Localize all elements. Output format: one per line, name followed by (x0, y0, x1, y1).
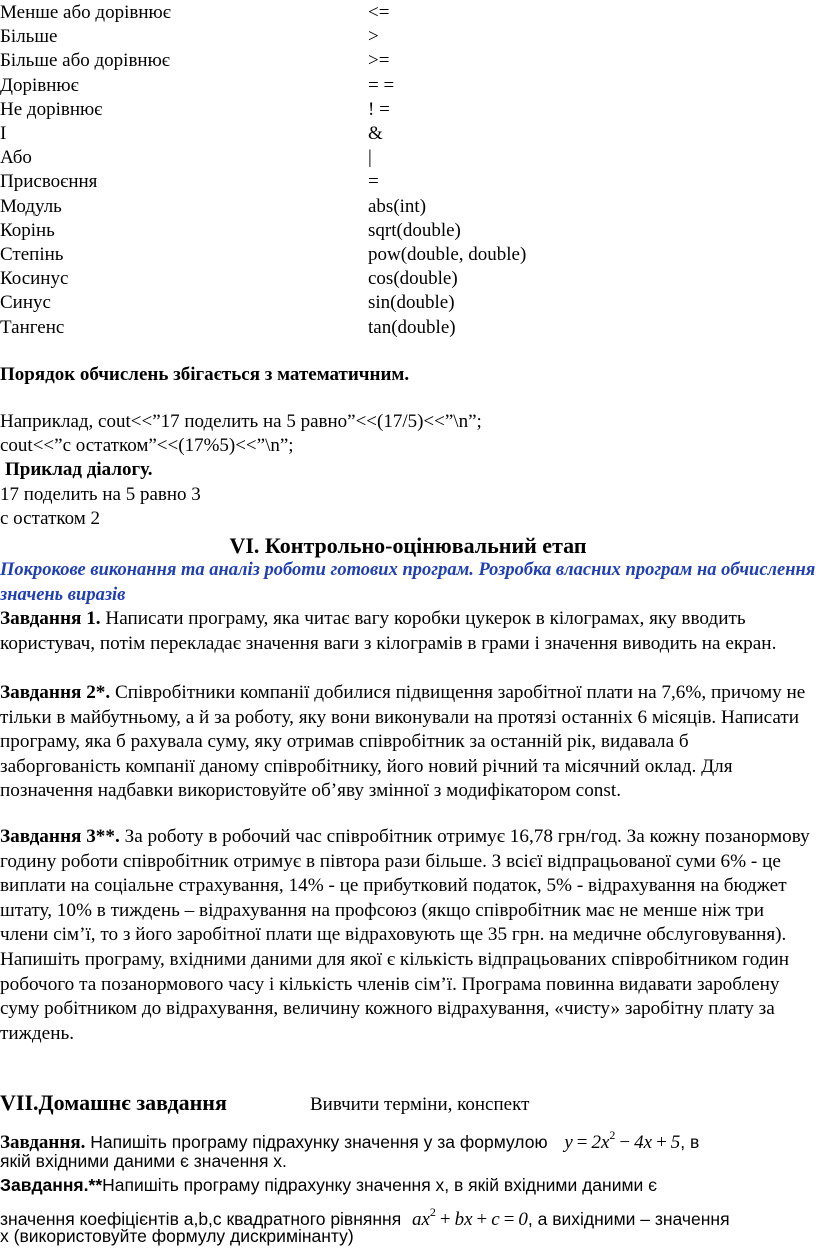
operator-value: cos(double) (368, 268, 458, 290)
operator-name: Не дорівнює (0, 98, 103, 120)
operator-value: | (368, 147, 372, 169)
operator-value: = (368, 171, 379, 193)
dialog-output-2: с остатком 2 (0, 508, 101, 529)
task-1-label: Завдання 1. (0, 608, 101, 629)
dialog-label: Приклад діалогу. (5, 459, 153, 480)
task-2 (0, 681, 814, 804)
task-2-label: Завдання 2*. (0, 682, 111, 703)
homework-task-2-line-1 (0, 1172, 657, 1199)
operator-name: Менше або дорівнює (0, 2, 171, 23)
operator-value: abs(int) (368, 195, 427, 217)
operator-value: <= (368, 2, 390, 23)
operator-name: Більше (0, 26, 58, 48)
homework-task-1-line-2: якій вхідними даними є значення х. (0, 1151, 287, 1171)
operator-name: І (0, 123, 7, 144)
operator-name: Тангенс (0, 316, 65, 338)
operator-name: Присвоєння (0, 171, 98, 193)
operator-name: Косинус (0, 268, 69, 290)
task-3-text: За роботу в робочий час співробітник отримує 16,78 грн/год. За кожну позанормову годину роботи співробітник отримує в півтора рази більше. З всієї відпрацьованої суми 6% - це виплати на соціальне страхування, 14% - це прибутковий податок, 5% - відрахування на бюджет штату, 10% в тиждень – відрахування на профсоюз (якщо співробітник має не менше ніж три члени сім’ї, то з його заробітної плати ще відраховують ще 35 грн. на медичне обслуговування). Напишіть програму, вхідними даними для якої є кількість відпрацьованих співробітником годин робочого та позанормового часу і кількість членів сім’ї. Програма повинна видавати зароблену суму робітником до відрахування, величину кожного відрахування, «чисту» заробітну плату за тиждень. (0, 826, 810, 1044)
homework-task-1-label: Завдання. (0, 1132, 86, 1153)
operator-value: ! = (368, 98, 390, 120)
order-note: Порядок обчислень збігається з математичним. (0, 364, 410, 385)
section-7-header (0, 1089, 530, 1117)
operator-name: Синус (0, 292, 51, 314)
section-6-title: VІ. Контрольно-оцінювальний етап (229, 533, 587, 558)
homework-task-2-tail: , а вихідними – значення (527, 1209, 730, 1229)
operator-name: Або (0, 147, 32, 169)
task-3 (0, 825, 814, 1046)
operator-name: Більше або дорівнює (0, 50, 170, 72)
operator-name: Дорівнює (0, 74, 79, 96)
section-7-title: VІІ.Домашнє завдання (0, 1090, 227, 1115)
task-1-text: Написати програму, яка читає вагу коробки цукерок в кілограмах, яку вводить користувач, потім перекладає значення ваги з кілограмів в грами і значення виводить на екран. (0, 608, 777, 654)
homework-task-2-label: Завдання.** (0, 1175, 103, 1195)
homework-task-2-coefficients: значення коефіцієнтів a,b,c квадратного рівняння (0, 1209, 402, 1229)
operator-name: Степінь (0, 244, 64, 265)
dialog-output-1: 17 поделить на 5 равно 3 (0, 484, 201, 505)
homework-task-2-text: Напишіть програму підрахунку значення х, в якій вхідними даними є (102, 1175, 658, 1195)
section-6-subtitle: Покрокове виконання та аналіз роботи готових програм. Розробка власних програм на обчислення значень виразів (0, 560, 816, 605)
operator-name: Модуль (0, 195, 62, 217)
operator-name: Корінь (0, 219, 55, 241)
operator-value: >= (368, 50, 390, 72)
task-2-text: Співробітники компанії добилися підвищення заробітної плати на 7,6%, причому не тільки в майбутньому, а й за роботу, яку вони виконували на протязі останніх 6 місяців. Написати програму, яка б рахувала суму, яку отримав співробітник за останній рік, видавала б заборгованість компанії даному співробітнику, його новий річний та місячний оклад. Для позначення надбавки використовуйте об’яву змінної з модифікатором const. (0, 682, 806, 802)
homework-task-1-text: Напишіть програму підрахунку значення y за формулою (85, 1132, 548, 1152)
operator-value: sqrt(double) (368, 219, 461, 241)
task-1 (0, 607, 814, 656)
task-3-label: Завдання 3**. (0, 826, 120, 847)
operator-value: = = (368, 74, 395, 96)
section-7-subtitle: Вивчити терміни, конспект (310, 1094, 530, 1115)
formula-quadratic: $ax^2$ + bx + c = 0 (411, 1205, 528, 1230)
operator-value: sin(double) (368, 292, 455, 314)
homework-task-2-line-3: х (використовуйте формулу дискримінанту) (0, 1226, 354, 1246)
formula-y: $y = 2x^2 - 4x + 5$ (564, 1128, 681, 1153)
operator-value: & (368, 123, 383, 144)
operator-value: > (368, 26, 379, 48)
operator-value: pow(double, double) (368, 244, 527, 265)
example-line-1: Наприклад, cout<<”17 поделить на 5 равно”<<(17/5)<<”\n”; (0, 411, 482, 432)
operator-value: tan(double) (368, 316, 456, 338)
homework-task-1-tail: , в (680, 1132, 700, 1152)
example-line-2: cout<<”с остатком”<<(17%5)<<”\n”; (0, 435, 294, 456)
